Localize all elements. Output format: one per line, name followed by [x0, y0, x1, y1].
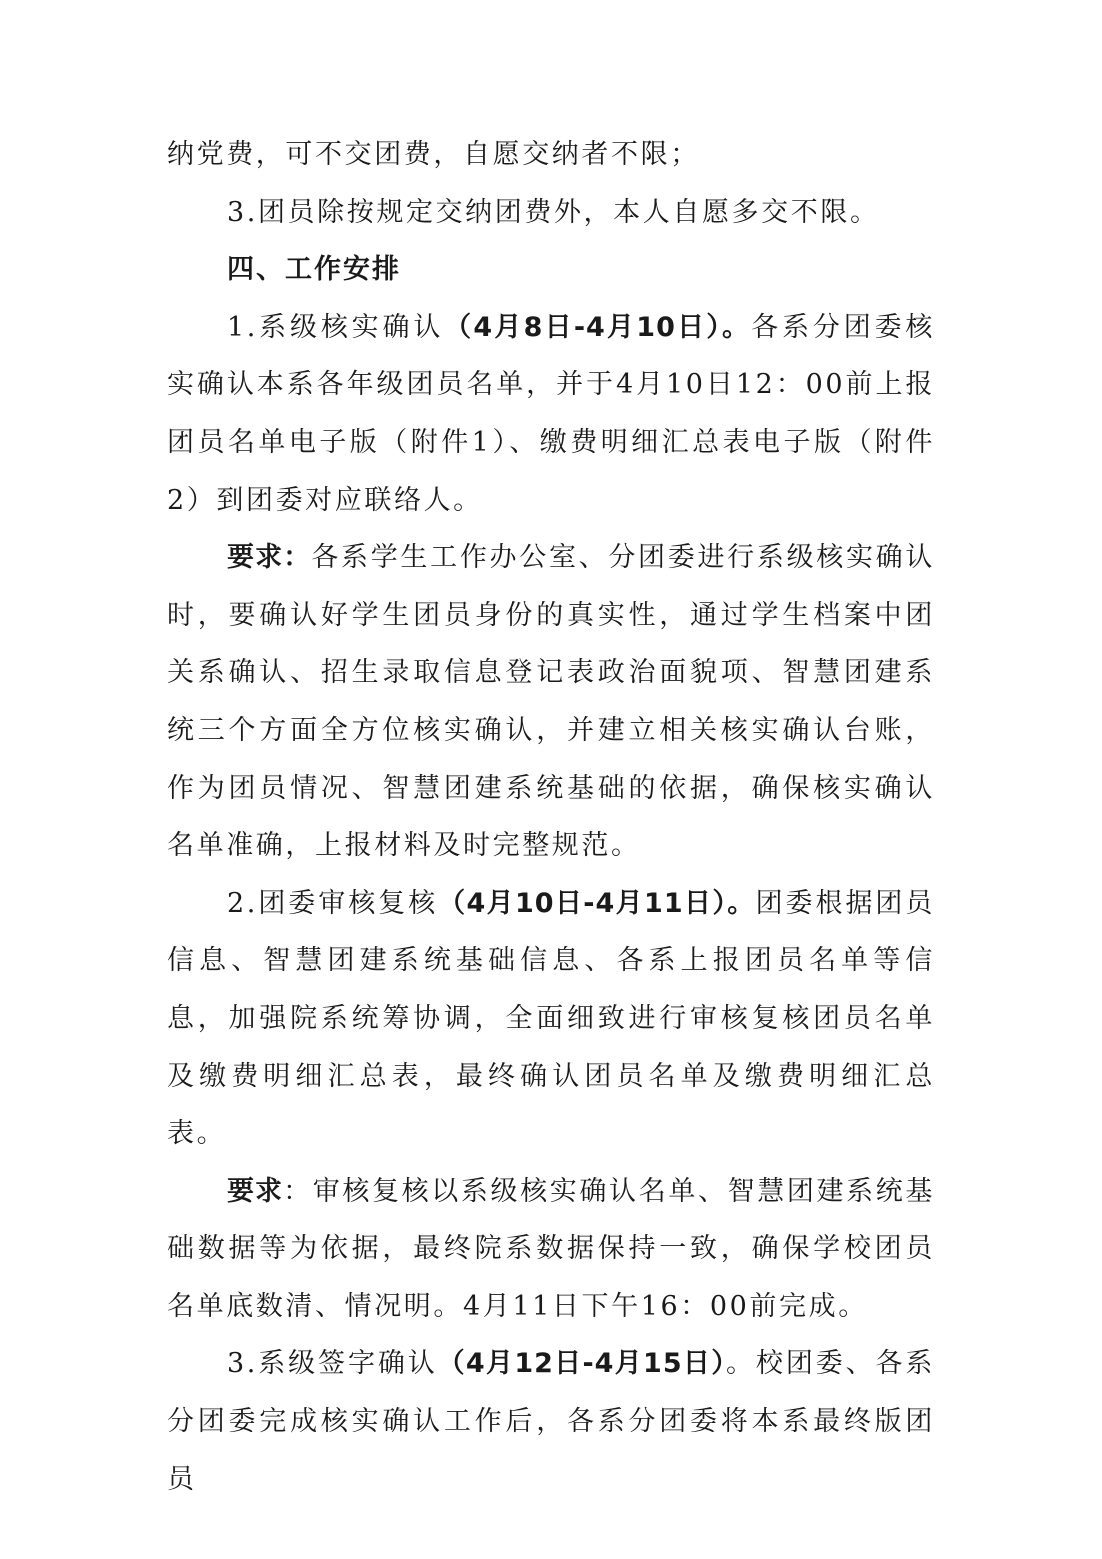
item-2-dates: （4月10日-4月11日）。: [438, 887, 756, 919]
document-body: [167, 126, 935, 1508]
item-3-dates: （4月12日-4月15日）: [437, 1348, 727, 1380]
requirement-2-body: ：审核复核以系级核实确认名单、智慧团建系统基础数据等为依据，最终院系数据保持一致，确保学校团员名单底数清、情况明。4月11日下午16：00前完成。: [167, 1175, 936, 1322]
paragraph-continuation: 纳党费，可不交团费，自愿交纳者不限；: [167, 139, 700, 170]
requirement-1-label: 要求：: [227, 542, 312, 574]
paragraph-item-3: [167, 1335, 935, 1508]
item-1-dates: （4月8日-4月10日）。: [444, 311, 752, 343]
requirement-2-label: 要求: [227, 1175, 284, 1207]
paragraph-fee-rule-3: 3.团员除按规定交纳团费外，本人自愿多交不限。: [227, 196, 880, 228]
item-2-body: 团委根据团员信息、智慧团建系统基础信息、各系上报团员名单等信息，加强院系统筹协调，全面细致进行审核复核团员名单及缴费明细汇总表，最终确认团员名单及缴费明细汇总表。: [167, 887, 936, 1150]
item-1-body: 各系分团委核实确认本系各年级团员名单，并于4月10日12：00前上报团员名单电子版（附件1）、缴费明细汇总表电子版（附件2）到团委对应联络人。: [167, 311, 935, 516]
item-3-body: 。校团委、各系分团委完成核实确认工作后，各系分团委将本系最终版团员: [167, 1348, 936, 1495]
paragraph-requirement-2: [167, 1163, 935, 1336]
section-heading: 四、工作安排: [227, 254, 401, 286]
item-3-lead: 3.系级签字确认: [227, 1348, 438, 1380]
paragraph-item-1: [167, 299, 935, 529]
item-1-lead: 1.系级核实确认: [227, 311, 445, 343]
requirement-1-body: 各系学生工作办公室、分团委进行系级核实确认时，要确认好学生团员身份的真实性，通过学生档案中团关系确认、招生录取信息登记表政治面貌项、智慧团建系统三个方面全方位核实确认，并建立相关核实确认台账，作为团员情况、智慧团建系统基础的依据，确保核实确认名单准确，上报材料及时完整规范。: [167, 542, 935, 862]
item-2-lead: 2.团委审核复核: [227, 887, 439, 919]
paragraph-requirement-1: [167, 529, 935, 875]
paragraph-item-2: [167, 875, 935, 1163]
